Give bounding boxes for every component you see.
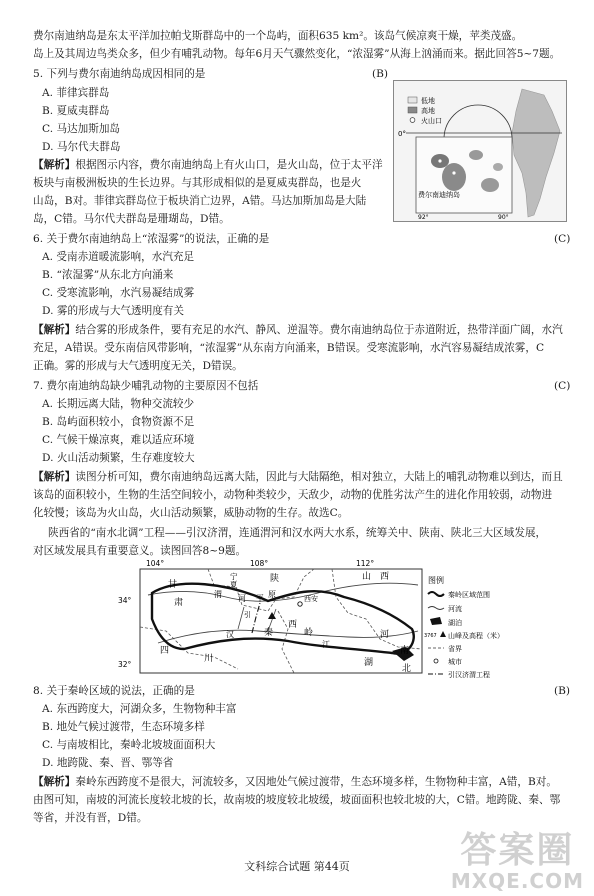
- question-6-option-b: B. “浓湿雾”从东北方向涌来: [42, 269, 174, 281]
- watermark-url: MXQE.COM: [450, 869, 584, 893]
- legend-swatch-crater: [410, 118, 415, 123]
- label-bei: 北: [402, 664, 412, 674]
- legend-title: 图例: [428, 576, 444, 585]
- question-6-answer: (C): [554, 233, 571, 245]
- longitude-92: 92°: [418, 214, 429, 221]
- label-su: 肃: [174, 598, 184, 608]
- question-8-answer: (B): [554, 685, 571, 697]
- question-8-stem: 8. 关于秦岭区域的说法，正确的是: [33, 685, 195, 697]
- legend-river: 河流: [448, 605, 462, 613]
- analysis-text: 读图分析可知，费尔南迪纳岛远离大陆，因此与大陆隔绝，相对独立，大陆上的哺乳动物难以到达，而且: [75, 471, 563, 483]
- analysis-label: 【解析】: [33, 471, 76, 483]
- label-nan: 南: [400, 646, 410, 656]
- question-7-option-c: C. 气候干燥凉爽，难以适应环境: [42, 434, 195, 446]
- legend-project: 引汉济渭工程: [448, 671, 490, 679]
- analysis-label: 【解析】: [33, 159, 76, 171]
- label-chuan: 川: [204, 654, 214, 664]
- label-hu: 湖: [364, 658, 374, 668]
- analysis-label: 【解析】: [33, 776, 76, 788]
- analysis-label: 【解析】: [33, 324, 76, 336]
- label-ping: 平: [256, 594, 264, 603]
- label-ling: 岭: [304, 628, 314, 638]
- label-qin: 秦: [264, 628, 274, 638]
- legend-swatch-lowland: [408, 97, 417, 103]
- question-6-stem: 6. 关于费尔南迪纳岛上“浓湿雾”的说法，正确的是: [33, 233, 270, 245]
- legend-crater: 火山口: [421, 117, 442, 125]
- page-footer: 文科综合试题 第44页: [244, 860, 350, 873]
- crater-marker: [452, 171, 455, 174]
- question-7-analysis-2: 该岛的面积较小，生物的生活空间较小，动物种类较少，天敌少，动物的优胜劣汰产生的进化作用较弱，动物进: [33, 489, 553, 501]
- question-8-analysis-3: 等省，并没有晋，D错。: [33, 812, 148, 824]
- question-8-option-c: C. 与南坡相比，秦岭北坡坡面面积大: [42, 739, 216, 751]
- question-6-option-a: A. 受南赤道暖流影响，水汽充足: [42, 251, 195, 263]
- island-label: 费尔南迪纳岛: [418, 191, 460, 199]
- legend-peak-symbol: [440, 631, 446, 637]
- label-xian-city: 西安: [304, 595, 318, 603]
- lat-32: 32°: [118, 660, 132, 669]
- legend-border: 省界: [448, 645, 462, 653]
- question-7-option-d: D. 火山活动频繁，生存难度较大: [42, 452, 195, 464]
- label-xia: 夏: [230, 580, 238, 589]
- label-shan: 山: [362, 572, 372, 582]
- island-shape: [493, 163, 503, 171]
- analysis-text: 结合雾的形成条件，要有充足的水汽、静风、逆温等。费尔南迪纳岛位于赤道附近，热带洋面广阔，水汽: [75, 324, 563, 336]
- question-5-analysis-2: 板块与南极洲板块的生长边界。与其形成相似的是夏威夷群岛，也是火: [33, 177, 362, 189]
- analysis-text: 秦岭东西跨度不是很大，河流较多，又因地处气候过渡带，生态环境多样，生物物种丰富，A错，B对。: [75, 776, 557, 788]
- intro-line-1: 费尔南迪纳岛是东太平洋加拉帕戈斯群岛中的一个岛屿，面积635 km²。该岛气候凉爽干燥，苹类茂盛。: [33, 30, 523, 42]
- galapagos-map: [393, 80, 567, 222]
- watermark: [451, 832, 584, 892]
- question-6-analysis-1: [33, 323, 573, 337]
- question-5-answer: (B): [372, 68, 389, 80]
- label-han: 汉: [226, 630, 234, 639]
- qinling-map-svg: [118, 557, 504, 679]
- intro-line-2: 岛上及其周边鸟类众多，但少有哺乳动物。每年6月天气骤然变化，“浓湿雾”从海上汹涌而来。据此回答5~7题。: [33, 48, 561, 60]
- legend-peak: 山峰及高程（米）: [448, 632, 504, 640]
- lon-108: 108°: [250, 559, 269, 568]
- question-6-option-c: C. 受寒流影响，水汽易凝结成雾: [42, 287, 195, 299]
- question-5-option-a: A. 菲律宾群岛: [42, 87, 110, 99]
- label-gan: 甘: [168, 580, 178, 590]
- legend-highland: 高地: [421, 107, 435, 115]
- question-8-option-a: A. 东西跨度大，河湖众多，生物物种丰富: [42, 703, 237, 715]
- legend-city: 城市: [448, 658, 462, 666]
- label-jiang: 江: [322, 640, 330, 649]
- lon-104: 104°: [146, 559, 165, 568]
- galapagos-map-svg: [394, 81, 566, 221]
- lat-34: 34°: [118, 596, 132, 605]
- label-wei: 渭: [214, 590, 222, 599]
- qinling-map: [118, 557, 504, 679]
- legend-region-symbol: [428, 592, 444, 596]
- question-7-analysis-3: 化较慢；该岛为火山岛，火山活动频繁，威胁动物的生存。故选C。: [33, 507, 349, 519]
- question-7-option-a: A. 长期远离大陆，物种交流较少: [42, 398, 195, 410]
- question-8-analysis-1: [33, 775, 573, 789]
- analysis-text: 根据图示内容，费尔南迪纳岛上有火山口，是火山岛，位于太平洋: [75, 159, 383, 171]
- legend-river-symbol: [428, 607, 444, 610]
- question-8-option-d: D. 地跨陇、秦、晋、鄂等省: [42, 757, 174, 769]
- longitude-90: 90°: [498, 214, 509, 221]
- label-shanxi-xi: 西: [380, 572, 390, 582]
- lon-112: 112°: [356, 559, 375, 568]
- question-7-option-b: B. 岛屿面积较小，食物资源不足: [42, 416, 195, 428]
- intro2-line-1: 陕西省的“南水北调”工程——引汉济渭，连通渭河和汉水两大水系，统筹关中、陕南、陕北三大区域发展，: [48, 527, 547, 539]
- question-8-analysis-2: 由图可知，南坡的河流长度较北坡的长，故南坡的坡度较北坡缓，坡面面积也较北坡的大，C错。地跨陇、秦、鄂: [33, 794, 561, 806]
- legend-lowland: 低地: [421, 97, 435, 105]
- island-shape: [481, 178, 499, 192]
- question-5-option-d: D. 马尔代夫群岛: [42, 141, 121, 153]
- label-yin: 引: [244, 611, 251, 619]
- question-5-option-b: B. 夏威夷群岛: [42, 105, 110, 117]
- label-shaan: 陕: [270, 574, 280, 584]
- question-6-option-d: D. 雾的形成与大气透明度有关: [42, 305, 184, 317]
- watermark-logo-text: 答案圈: [460, 830, 575, 871]
- question-5-analysis-1: [33, 158, 393, 172]
- label-henan-he: 河: [380, 630, 390, 640]
- question-7-analysis-1: [33, 470, 573, 484]
- label-yuan: 原: [268, 590, 276, 599]
- question-5-analysis-3: 山岛，B对。菲律宾群岛位于板块消亡边界，A错。马达加斯加岛是大陆: [33, 195, 367, 207]
- equator-label: 0°: [398, 130, 406, 138]
- question-7-answer: (C): [554, 380, 571, 392]
- label-he: 河: [238, 594, 246, 603]
- question-8-option-b: B. 地处气候过渡带，生态环境多样: [42, 721, 205, 733]
- island-shape: [469, 150, 483, 160]
- legend-swatch-highland: [408, 107, 417, 113]
- island-shape: [442, 163, 466, 191]
- label-ning: 宁: [230, 572, 238, 581]
- crater-marker: [438, 159, 441, 162]
- question-5-stem: 5. 下列与费尔南迪纳岛成因相同的是: [33, 68, 206, 80]
- question-5-analysis-4: 岛，C错。马尔代夫群岛是珊瑚岛，D错。: [33, 213, 230, 225]
- legend-lake-symbol: [430, 617, 442, 625]
- question-6-analysis-3: 正确。雾的形成与大气透明度无关，D错误。: [33, 360, 243, 372]
- legend-lake: 湖泊: [448, 619, 462, 627]
- question-5-option-c: C. 马达加斯加岛: [42, 123, 121, 135]
- question-7-stem: 7. 费尔南迪纳岛缺少哺乳动物的主要原因不包括: [33, 380, 259, 392]
- legend-region: 秦岭区域范围: [448, 591, 490, 599]
- label-xi: 西: [288, 620, 298, 630]
- legend-peak-value: 3767: [424, 633, 437, 639]
- intro2-line-2: 对区域发展具有重要意义。读图回答8~9题。: [33, 545, 247, 557]
- question-6-analysis-2: 充足，A错误。受东南信风带影响，“浓湿雾”从东南方向涌来，B错误。受寒流影响，水汽容易凝结成浓雾，C: [33, 342, 545, 354]
- label-si: 四: [160, 646, 170, 656]
- city-marker-xian: [298, 602, 302, 606]
- legend-city-symbol: [434, 659, 438, 663]
